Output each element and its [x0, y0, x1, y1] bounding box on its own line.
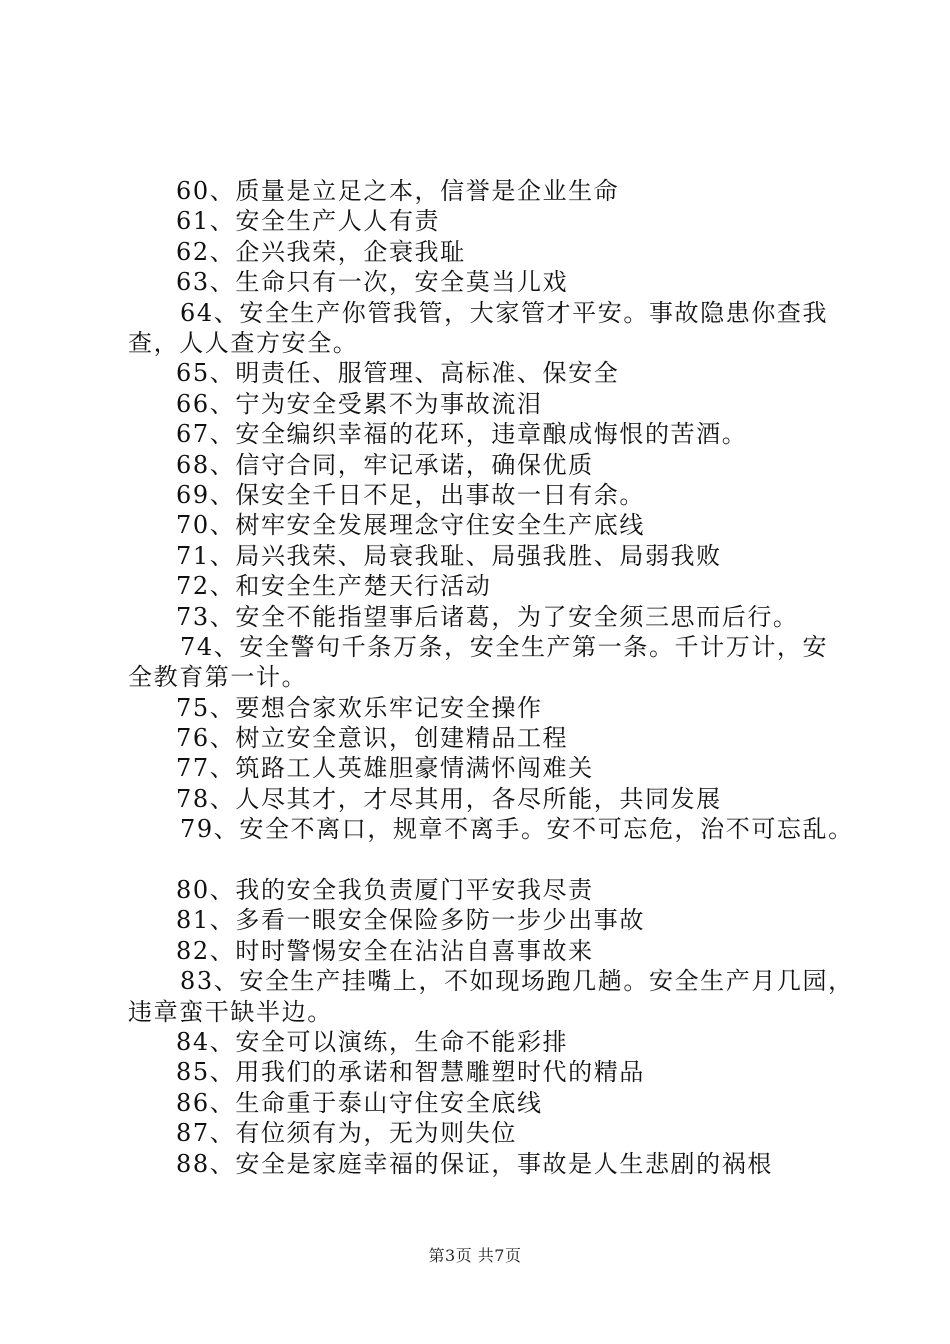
list-item: 88、安全是家庭幸福的保证，事故是人生悲剧的祸根	[176, 1149, 773, 1178]
list-item: 75、要想合家欢乐牢记安全操作	[176, 693, 543, 722]
list-item: 61、安全生产人人有责	[176, 207, 441, 236]
list-item: 63、生命只有一次，安全莫当儿戏	[176, 268, 569, 297]
list-item: 80、我的安全我负责厦门平安我尽责	[176, 876, 594, 905]
list-item-continuation: 查，人人查方安全。	[128, 328, 359, 357]
document-body	[128, 176, 854, 1179]
list-item	[128, 632, 840, 693]
list-item: 81、多看一眼安全保险多防一步少出事故	[176, 906, 645, 935]
list-item: 84、安全可以演练，生命不能彩排	[176, 1028, 569, 1057]
list-item: 69、保安全千日不足，出事故一日有余。	[176, 480, 645, 509]
list-item-first-line: 64、安全生产你管我管，大家管才平安。事故隐患你查我	[180, 298, 829, 327]
list-item: 87、有位须有为，无为则失位	[176, 1119, 517, 1148]
list-item: 85、用我们的承诺和智慧雕塑时代的精品	[176, 1058, 645, 1087]
list-item	[128, 966, 854, 1027]
list-item: 76、树立安全意识，创建精品工程	[176, 724, 569, 753]
list-item: 86、生命重于泰山守住安全底线	[176, 1088, 543, 1117]
list-item: 66、宁为安全受累不为事故流泪	[176, 389, 543, 418]
list-item: 67、安全编织幸福的花环，违章酿成悔恨的苦酒。	[176, 420, 748, 449]
list-item: 78、人尽其才，才尽其用，各尽所能，共同发展	[176, 784, 722, 813]
list-item: 62、企兴我荣，企衰我耻	[176, 237, 466, 266]
blank-line	[128, 845, 840, 875]
list-item-continuation: 违章蛮干缺半边。	[128, 997, 333, 1026]
list-item-first-line: 74、安全警句千条万条，安全生产第一条。千计万计，安	[180, 632, 829, 661]
list-item: 60、质量是立足之本，信誉是企业生命	[176, 177, 620, 205]
list-item-continuation: 全教育第一计。	[128, 663, 308, 692]
list-item	[128, 298, 840, 359]
page-footer: 第3页 共7页	[428, 1246, 522, 1265]
list-item: 68、信守合同，牢记承诺，确保优质	[176, 450, 594, 479]
list-item: 65、明责任、服管理、高标准、保安全	[176, 359, 620, 388]
list-item: 77、筑路工人英雄胆豪情满怀闯难关	[176, 754, 594, 783]
list-item: 82、时时警惕安全在沾沾自喜事故来	[176, 936, 594, 965]
list-item: 70、树牢安全发展理念守住安全生产底线	[176, 511, 645, 540]
list-item: 72、和安全生产楚天行活动	[176, 572, 492, 601]
list-item-first-line: 83、安全生产挂嘴上，不如现场跑几趟。安全生产月几园，	[180, 967, 854, 996]
list-item: 71、局兴我荣、局衰我耻、局强我胜、局弱我败	[176, 541, 722, 570]
list-item: 73、安全不能指望事后诸葛，为了安全须三思而后行。	[176, 602, 799, 631]
list-item: 79、安全不离口，规章不离手。安不可忘危，治不可忘乱。	[180, 815, 854, 844]
